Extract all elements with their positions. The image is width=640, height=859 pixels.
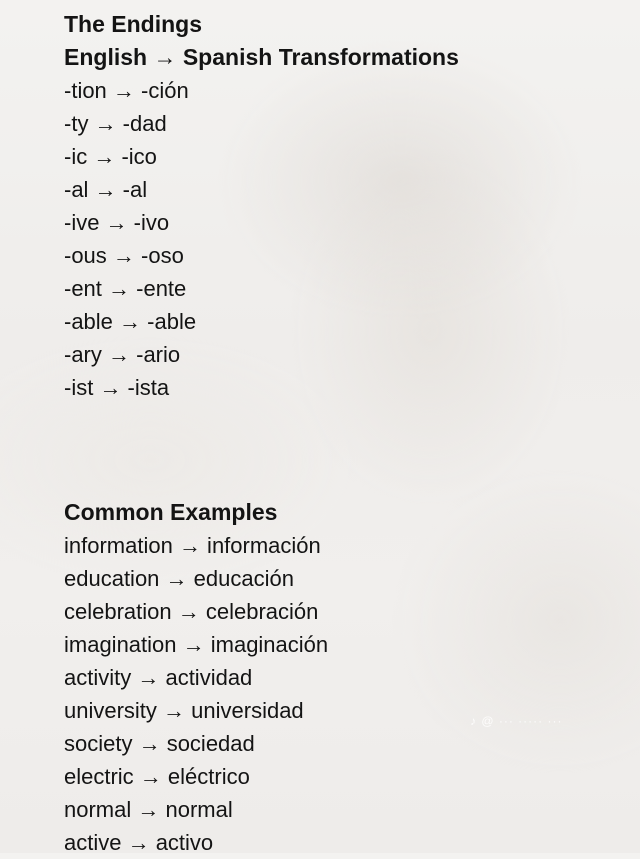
endings-section (64, 8, 459, 404)
examples-title: Common Examples (64, 499, 278, 525)
example-item: electric → eléctrico (64, 764, 250, 789)
example-item: university → universidad (64, 698, 304, 723)
ending-item: -ty → -dad (64, 111, 167, 136)
endings-list (64, 74, 459, 404)
example-item: education → educación (64, 566, 294, 591)
example-item: imagination → imaginación (64, 632, 329, 657)
ending-item: -ic → -ico (64, 144, 157, 169)
example-item: celebration → celebración (64, 599, 319, 624)
ending-item: -al → -al (64, 177, 148, 202)
example-item: society → sociedad (64, 731, 255, 756)
ending-item: -ive → -ivo (64, 210, 170, 235)
ending-item: -ist → -ista (64, 375, 170, 400)
endings-subtitle: English → Spanish Transformations (64, 44, 459, 70)
ending-item: -tion → -ción (64, 78, 189, 103)
examples-section (64, 496, 328, 859)
watermark: ♪ @ ··· ····· ··· (470, 714, 563, 728)
ending-item: -ary → -ario (64, 342, 181, 367)
examples-list (64, 529, 328, 859)
example-item: active → activo (64, 830, 214, 855)
endings-title: The Endings (64, 11, 202, 37)
ending-item: -ent → -ente (64, 276, 187, 301)
ending-item: -able → -able (64, 309, 197, 334)
example-item: activity → actividad (64, 665, 253, 690)
ending-item: -ous → -oso (64, 243, 184, 268)
example-item: normal → normal (64, 797, 233, 822)
example-item: information → información (64, 533, 321, 558)
